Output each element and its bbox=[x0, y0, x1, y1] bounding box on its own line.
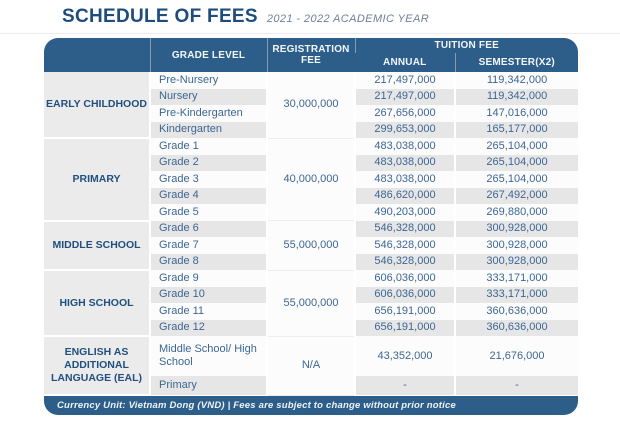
grade-cell: Grade 3 bbox=[150, 171, 267, 188]
table-row bbox=[44, 270, 578, 287]
grade-cell: Primary bbox=[150, 376, 267, 395]
semester-fee-cell: 119,342,000 bbox=[455, 89, 578, 106]
annual-fee-cell: 267,656,000 bbox=[355, 105, 455, 122]
schedule-of-fees-table bbox=[44, 38, 578, 415]
grade-cell: Grade 10 bbox=[150, 287, 267, 304]
annual-fee-cell: - bbox=[355, 376, 455, 395]
semester-fee-cell: 269,880,000 bbox=[455, 204, 578, 221]
semester-fee-cell: 265,104,000 bbox=[455, 138, 578, 155]
col-header-grade-level: GRADE LEVEL bbox=[150, 38, 267, 72]
semester-fee-cell: 119,342,000 bbox=[455, 72, 578, 89]
academic-year-subtitle: 2021 - 2022 ACADEMIC YEAR bbox=[266, 13, 430, 25]
divider-line bbox=[0, 33, 620, 34]
registration-fee-cell: N/A bbox=[267, 336, 355, 395]
category-cell: EARLY CHILDHOOD bbox=[44, 72, 150, 138]
semester-fee-cell: 147,016,000 bbox=[455, 105, 578, 122]
semester-fee-cell: 267,492,000 bbox=[455, 188, 578, 205]
grade-cell: Grade 8 bbox=[150, 254, 267, 271]
semester-fee-cell: 265,104,000 bbox=[455, 171, 578, 188]
grade-cell: Nursery bbox=[150, 89, 267, 106]
table-header bbox=[44, 38, 578, 72]
semester-fee-cell: 333,171,000 bbox=[455, 287, 578, 304]
category-cell: MIDDLE SCHOOL bbox=[44, 221, 150, 271]
semester-fee-cell: 360,636,000 bbox=[455, 303, 578, 320]
annual-fee-cell: 546,328,000 bbox=[355, 237, 455, 254]
annual-fee-cell: 483,038,000 bbox=[355, 155, 455, 172]
grade-cell: Grade 4 bbox=[150, 188, 267, 205]
registration-fee-cell: 40,000,000 bbox=[267, 138, 355, 221]
annual-fee-cell: 546,328,000 bbox=[355, 221, 455, 238]
annual-fee-cell: 299,653,000 bbox=[355, 122, 455, 139]
semester-fee-cell: - bbox=[455, 376, 578, 395]
semester-fee-cell: 300,928,000 bbox=[455, 221, 578, 238]
semester-fee-cell: 265,104,000 bbox=[455, 155, 578, 172]
annual-fee-cell: 546,328,000 bbox=[355, 254, 455, 271]
col-header-semester: SEMESTER(X2) bbox=[455, 53, 578, 72]
grade-cell: Grade 9 bbox=[150, 270, 267, 287]
annual-fee-cell: 606,036,000 bbox=[355, 270, 455, 287]
col-header-annual: ANNUAL bbox=[355, 53, 455, 72]
grade-cell: Middle School/ High School bbox=[150, 336, 267, 376]
grade-cell: Grade 6 bbox=[150, 221, 267, 238]
annual-fee-cell: 490,203,000 bbox=[355, 204, 455, 221]
category-cell: ENGLISH AS ADDITIONAL LANGUAGE (EAL) bbox=[44, 336, 150, 395]
semester-fee-cell: 300,928,000 bbox=[455, 254, 578, 271]
annual-fee-cell: 656,191,000 bbox=[355, 303, 455, 320]
col-header-tuition-fee: TUITION FEE bbox=[355, 38, 578, 53]
registration-fee-cell: 55,000,000 bbox=[267, 221, 355, 271]
grade-cell: Grade 2 bbox=[150, 155, 267, 172]
semester-fee-cell: 300,928,000 bbox=[455, 237, 578, 254]
category-cell: PRIMARY bbox=[44, 138, 150, 221]
col-header-registration-fee: REGISTRATION FEE bbox=[267, 38, 355, 72]
grade-cell: Pre-Kindergarten bbox=[150, 105, 267, 122]
table-row bbox=[44, 221, 578, 238]
semester-fee-cell: 21,676,000 bbox=[455, 336, 578, 376]
grade-cell: Kindergarten bbox=[150, 122, 267, 139]
semester-fee-cell: 333,171,000 bbox=[455, 270, 578, 287]
page-title: SCHEDULE OF FEES bbox=[62, 6, 258, 27]
table-row bbox=[44, 336, 578, 376]
semester-fee-cell: 165,177,000 bbox=[455, 122, 578, 139]
registration-fee-cell: 55,000,000 bbox=[267, 270, 355, 336]
currency-footnote: Currency Unit: Vietnam Dong (VND) | Fees are subject to change without prior notice bbox=[57, 400, 456, 411]
category-cell: HIGH SCHOOL bbox=[44, 270, 150, 336]
table-body bbox=[44, 72, 578, 395]
fees-table bbox=[44, 38, 578, 396]
grade-cell: Grade 1 bbox=[150, 138, 267, 155]
grade-cell: Grade 11 bbox=[150, 303, 267, 320]
semester-fee-cell: 360,636,000 bbox=[455, 320, 578, 337]
grade-cell: Grade 7 bbox=[150, 237, 267, 254]
grade-cell: Pre-Nursery bbox=[150, 72, 267, 89]
table-footer-band bbox=[44, 396, 578, 415]
annual-fee-cell: 217,497,000 bbox=[355, 72, 455, 89]
grade-cell: Grade 12 bbox=[150, 320, 267, 337]
page-header bbox=[62, 6, 429, 28]
annual-fee-cell: 483,038,000 bbox=[355, 171, 455, 188]
annual-fee-cell: 43,352,000 bbox=[355, 336, 455, 376]
annual-fee-cell: 486,620,000 bbox=[355, 188, 455, 205]
col-header-category-blank bbox=[44, 38, 150, 72]
annual-fee-cell: 483,038,000 bbox=[355, 138, 455, 155]
grade-cell: Grade 5 bbox=[150, 204, 267, 221]
annual-fee-cell: 217,497,000 bbox=[355, 89, 455, 106]
table-row bbox=[44, 72, 578, 89]
annual-fee-cell: 606,036,000 bbox=[355, 287, 455, 304]
registration-fee-cell: 30,000,000 bbox=[267, 72, 355, 138]
annual-fee-cell: 656,191,000 bbox=[355, 320, 455, 337]
table-row bbox=[44, 138, 578, 155]
